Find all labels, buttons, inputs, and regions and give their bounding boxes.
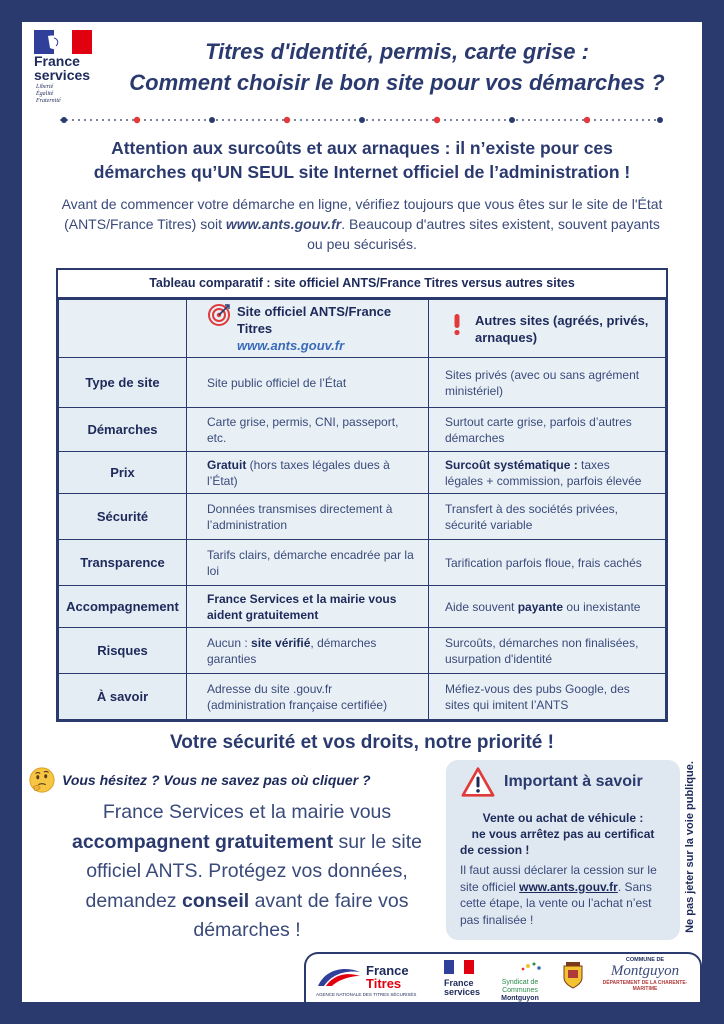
col-official-header: Site officiel ANTS/France Titres www.ants.gouv.fr <box>187 300 429 358</box>
exclamation-icon <box>445 312 469 336</box>
marianne-flag-icon <box>34 30 92 54</box>
syndicat-logo: Syndicat de Communes Montguyon <box>492 960 548 1003</box>
table-row: À savoir Adresse du site .gouv.fr (administration française certifiée) Méfiez-vous des pubs Google, des sites qui imitent l’ANTS <box>59 674 666 720</box>
table-row: Transparence Tarifs clairs, démarche encadrée par la loi Tarification parfois floue, frais cachés <box>59 540 666 586</box>
table-row: Type de site Site public officiel de l’État Sites privés (avec ou sans agrément ministériel) <box>59 358 666 408</box>
warning-body: Avant de commencer votre démarche en ligne, vérifiez toujours que vous êtes sur le site de l'État (ANTS/France Titres) soit www.ants.gouv.fr. Beaucoup d'autres sites existent, souvent payants ou peu sécurisés. <box>61 196 663 252</box>
ants-url: www.ants.gouv.fr <box>225 216 342 232</box>
logo-line-2: services <box>34 67 91 83</box>
coat-of-arms-icon <box>562 962 584 995</box>
important-strong: Vente ou achat de véhicule : ne vous arrêtez pas au certificat de cession ! <box>460 811 655 857</box>
important-title: Important à savoir <box>504 773 643 790</box>
poster <box>22 22 702 1002</box>
accompaniment-text: France Services et la mairie vous accompagnent gratuitement sur le site officiel ANTS. Protégez vos données, demandez conseil avant de faire vos démarches ! <box>71 801 422 941</box>
table-row: Accompagnement France Services et la mairie vous aident gratuitement Aide souvent payante ou inexistante <box>59 586 666 628</box>
col-official-url: www.ants.gouv.fr <box>237 338 345 353</box>
col-other-header: Autres sites (agréés, privés, arnaques) <box>429 300 666 358</box>
page-title: Titres d'identité, permis, carte grise : Comment choisir le bon site pour vos démarches ? <box>129 39 665 95</box>
table-row: Démarches Carte grise, permis, CNI, passeport, etc. Surtout carte grise, parfois d’autres démarches <box>59 408 666 452</box>
france-titres-swoosh-icon <box>316 964 362 990</box>
france-services-small-logo: France services <box>444 960 480 997</box>
table-row: Risques Aucun : site vérifié, démarches garanties Surcoûts, démarches non finalisées, usurpation d'identité <box>59 628 666 674</box>
ants-url-link: www.ants.gouv.fr <box>519 879 618 894</box>
france-titres-logo: France Titres AGENCE NATIONALE DES TITRES SÉCURISÉS <box>316 963 417 997</box>
target-icon <box>207 303 231 327</box>
warning-triangle-icon <box>460 766 496 798</box>
france-services-logo <box>30 26 100 106</box>
empty-header-cell <box>59 300 187 358</box>
dotted-divider <box>60 113 664 127</box>
marianne-flag-small-icon <box>444 960 474 974</box>
logo-line-1: France <box>34 53 80 69</box>
comparison-table <box>56 268 668 722</box>
important-body: Il faut aussi déclarer la cession sur le site officiel www.ants.gouv.fr. Sans cette étape, la vente ou l’achat n’est pas finalisée ! <box>460 863 657 927</box>
table-row: Prix Gratuit (hors taxes légales dues à l’État) Surcoût systématique : taxes légales + commission, parfois élevée <box>59 452 666 494</box>
side-note: Ne pas jeter sur la voie publique. <box>684 761 696 933</box>
table-header-row <box>59 300 666 358</box>
table-caption: Tableau comparatif : site officiel ANTS/France Titres versus autres sites <box>58 270 666 299</box>
syndicat-stars-icon <box>492 960 548 974</box>
warning-heading: Attention aux surcoûts et aux arnaques : il n’existe pour ces démarches qu’UN SEUL site Internet officiel de l’administration ! <box>93 138 631 182</box>
partner-logos <box>304 952 702 1002</box>
important-box <box>446 760 680 940</box>
section-title: Votre sécurité et vos droits, notre priorité ! <box>170 732 554 753</box>
logo-motto: Liberté Égalité Fraternité <box>36 84 61 104</box>
hesitate-line: Vous hésitez ? Vous ne savez pas où cliquer ? <box>28 766 448 794</box>
thinking-face-icon <box>28 766 56 794</box>
table-row: Sécurité Données transmises directement à l’administration Transfert à des sociétés privées, sécurité variable <box>59 494 666 540</box>
commune-logo: COMMUNE DE Montguyon DÉPARTEMENT DE LA CHARENTE-MARITIME <box>602 957 688 992</box>
